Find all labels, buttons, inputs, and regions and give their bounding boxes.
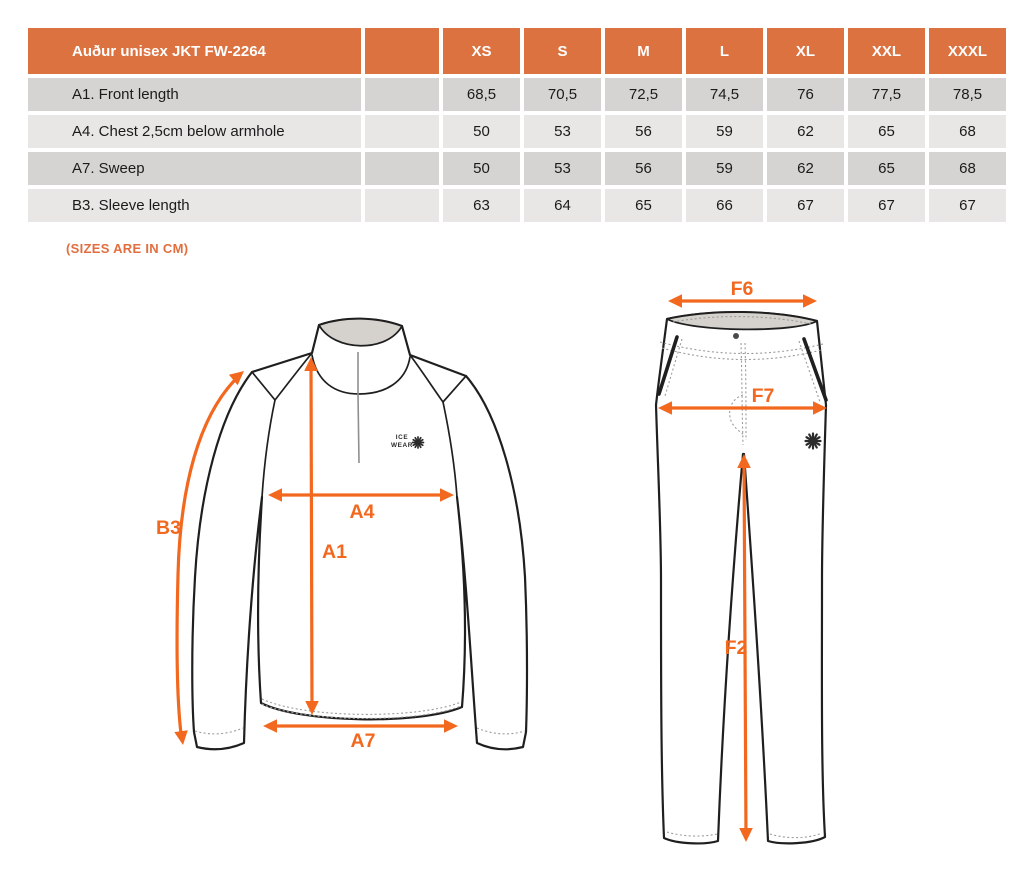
value-cell: 78,5: [929, 78, 1006, 111]
table-header-spacer-cell: [365, 28, 439, 74]
value-cell: 67: [929, 189, 1006, 222]
a7-measure-arrow: [263, 719, 458, 752]
value-cell: 56: [605, 115, 682, 148]
row-label-sweep: A7. Sweep: [28, 152, 361, 185]
value-cell: 50: [443, 115, 520, 148]
brand-logo-text-line2: WEAR: [391, 442, 413, 449]
value-cell: 67: [848, 189, 925, 222]
value-cell: 74,5: [686, 78, 763, 111]
value-cell: 59: [686, 115, 763, 148]
value-cell: 70,5: [524, 78, 601, 111]
value-cell: 53: [524, 115, 601, 148]
f6-measure-label: F6: [730, 280, 754, 300]
value-cell: 65: [848, 115, 925, 148]
value-cell: 72,5: [605, 78, 682, 111]
value-cell: 76: [767, 78, 844, 111]
size-column-header-s: S: [524, 28, 601, 74]
a4-measure-label: A4: [349, 501, 375, 523]
value-cell: 77,5: [848, 78, 925, 111]
value-cell: 68: [929, 115, 1006, 148]
size-table: [28, 28, 1006, 222]
value-cell: 59: [686, 152, 763, 185]
value-cell: 53: [524, 152, 601, 185]
row-label-sleeve-length: B3. Sleeve length: [28, 189, 361, 222]
row-spacer-cell: [365, 115, 439, 148]
value-cell: 65: [605, 189, 682, 222]
size-column-header-xxl: XXL: [848, 28, 925, 74]
pants-diagram: [620, 280, 860, 880]
value-cell: 64: [524, 189, 601, 222]
brand-logo-text-line1: ICE: [395, 434, 409, 441]
value-cell: 62: [767, 115, 844, 148]
value-cell: 63: [443, 189, 520, 222]
row-spacer-cell: [365, 189, 439, 222]
a1-measure-label: A1: [322, 541, 347, 563]
value-cell: 65: [848, 152, 925, 185]
pants-outline: [656, 312, 826, 843]
row-label-front-length: A1. Front length: [28, 78, 361, 111]
value-cell: 62: [767, 152, 844, 185]
units-note: (SIZES ARE IN CM): [66, 241, 189, 256]
row-label-chest: A4. Chest 2,5cm below armhole: [28, 115, 361, 148]
jacket-outline: [192, 319, 527, 750]
jacket-diagram: [140, 295, 580, 785]
waist-button: [733, 333, 739, 339]
value-cell: 68,5: [443, 78, 520, 111]
f6-measure-arrow: [668, 280, 817, 308]
table-title: Auður unisex JKT FW-2264: [28, 28, 361, 74]
size-column-header-l: L: [686, 28, 763, 74]
value-cell: 66: [686, 189, 763, 222]
value-cell: 68: [929, 152, 1006, 185]
size-column-header-xxxl: XXXL: [929, 28, 1006, 74]
value-cell: 67: [767, 189, 844, 222]
value-cell: 50: [443, 152, 520, 185]
row-spacer-cell: [365, 152, 439, 185]
b3-measure-label: B3: [156, 517, 181, 539]
size-column-header-xl: XL: [767, 28, 844, 74]
a7-measure-label: A7: [350, 730, 376, 752]
value-cell: 56: [605, 152, 682, 185]
f2-measure-label: F2: [724, 637, 748, 659]
size-column-header-m: M: [605, 28, 682, 74]
row-spacer-cell: [365, 78, 439, 111]
f7-measure-label: F7: [751, 385, 775, 407]
size-column-header-xs: XS: [443, 28, 520, 74]
